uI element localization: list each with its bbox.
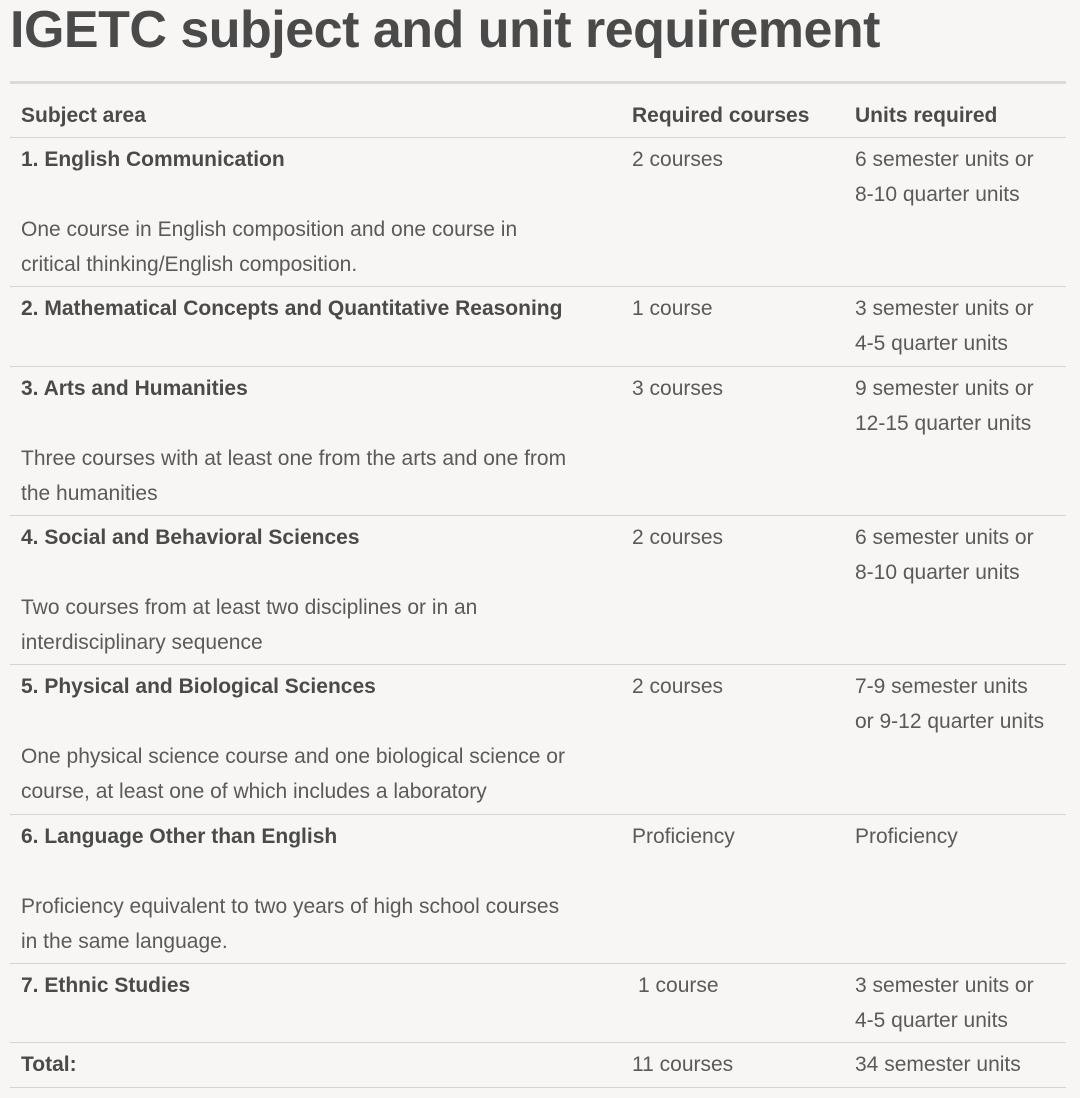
units-required-line: Proficiency	[855, 825, 958, 848]
subject-name: 2. Mathematical Concepts and Quantitative Reasoning	[21, 297, 563, 320]
subject-description-line: critical thinking/English composition.	[21, 253, 358, 276]
required-courses: Proficiency	[632, 825, 735, 848]
total-courses: 11 courses	[632, 1053, 734, 1076]
table-header-row	[10, 88, 1066, 138]
total-row	[10, 1043, 1066, 1088]
subject-description-line: in the same language.	[21, 930, 228, 953]
table-row	[10, 665, 1066, 815]
title-divider	[10, 81, 1066, 84]
header-required-courses: Required courses	[632, 104, 810, 127]
header-units-required: Units required	[855, 104, 998, 127]
units-required-line: 3 semester units or	[855, 297, 1034, 320]
table-row	[10, 287, 1066, 367]
subject-description-line: the humanities	[21, 482, 158, 505]
units-required-line: or 9-12 quarter units	[855, 710, 1045, 733]
header-subject-area: Subject area	[21, 104, 146, 127]
units-required-line: 3 semester units or	[855, 974, 1034, 997]
required-courses: 2 courses	[632, 675, 724, 698]
subject-description-line: Two courses from at least two disciplines or in an	[21, 596, 478, 619]
subject-description-line: Three courses with at least one from the arts and one from	[21, 447, 567, 470]
subject-description-line: course, at least one of which includes a laboratory	[21, 780, 487, 803]
required-courses: 2 courses	[632, 526, 724, 549]
required-courses: 2 courses	[632, 148, 724, 171]
required-courses: 1 course	[632, 297, 713, 320]
units-required-line: 9 semester units or	[855, 377, 1034, 400]
total-label: Total:	[21, 1053, 77, 1076]
table-row	[10, 815, 1066, 964]
table-row	[10, 964, 1066, 1043]
subject-description-line: interdisciplinary sequence	[21, 631, 263, 654]
total-units: 34 semester units	[855, 1053, 1021, 1076]
subject-description-line: One course in English composition and one course in	[21, 218, 518, 241]
units-required-line: 4-5 quarter units	[855, 1009, 1008, 1032]
subject-name: 5. Physical and Biological Sciences	[21, 675, 376, 698]
subject-name: 6. Language Other than English	[21, 825, 338, 848]
subject-description-line: One physical science course and one biological science or	[21, 745, 565, 768]
subject-name: 7. Ethnic Studies	[21, 974, 191, 997]
subject-name: 3. Arts and Humanities	[21, 377, 248, 400]
units-required-line: 8-10 quarter units	[855, 561, 1020, 584]
units-required-line: 12-15 quarter units	[855, 412, 1032, 435]
subject-name: 1. English Communication	[21, 148, 285, 171]
units-required-line: 4-5 quarter units	[855, 332, 1008, 355]
units-required-line: 7-9 semester units	[855, 675, 1028, 698]
table-row	[10, 516, 1066, 665]
table-row	[10, 367, 1066, 516]
units-required-line: 6 semester units or	[855, 526, 1034, 549]
page-title: IGETC subject and unit requirement	[10, 1, 880, 59]
units-required-line: 8-10 quarter units	[855, 183, 1020, 206]
required-courses: 3 courses	[632, 377, 724, 400]
required-courses: 1 course	[638, 974, 719, 997]
requirements-table	[10, 88, 1066, 1088]
table-row	[10, 138, 1066, 287]
subject-description-line: Proficiency equivalent to two years of high school courses	[21, 895, 560, 918]
subject-name: 4. Social and Behavioral Sciences	[21, 526, 360, 549]
units-required-line: 6 semester units or	[855, 148, 1034, 171]
